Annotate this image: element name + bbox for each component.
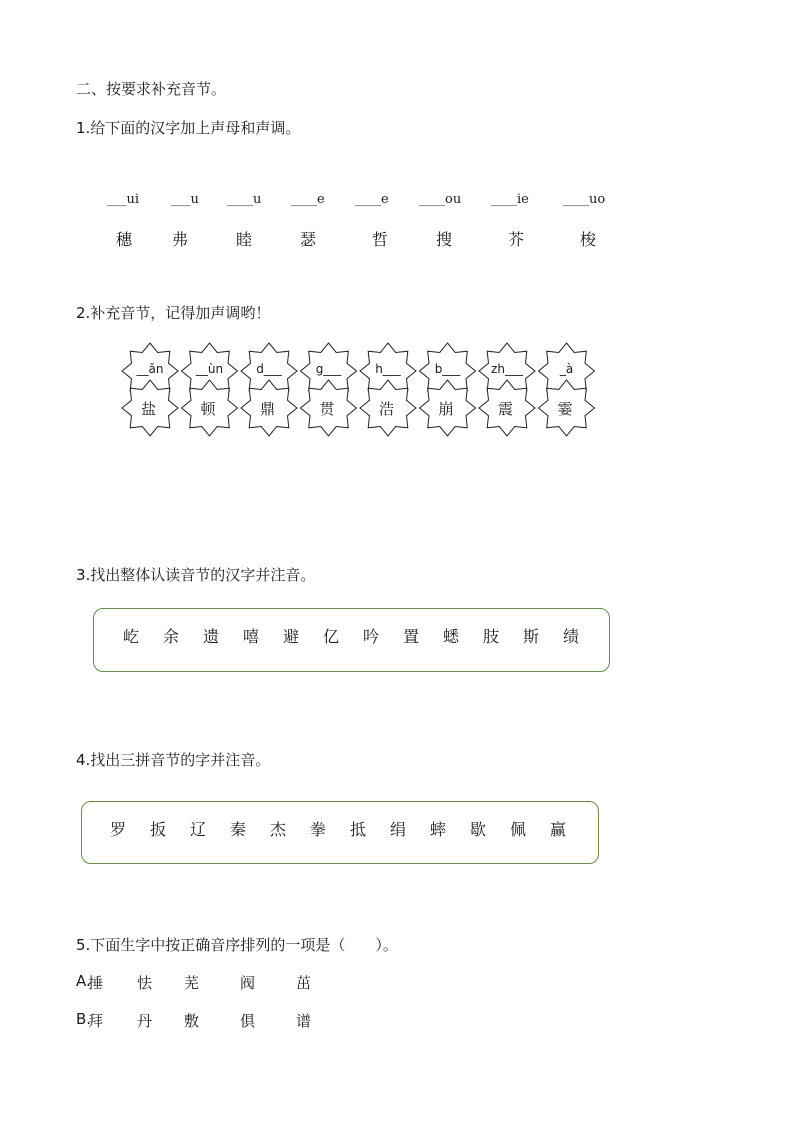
q4-char: 佩 bbox=[510, 820, 527, 839]
q4-char: 蟀 bbox=[430, 820, 447, 839]
q4-char: 赢 bbox=[550, 820, 567, 839]
q5-option-char: 拜 bbox=[88, 1012, 104, 1030]
q2-char: 鼎 bbox=[260, 400, 276, 418]
q1-char: 睦 bbox=[236, 230, 253, 249]
q3-title: 3.找出整体认读音节的汉字并注音。 bbox=[76, 566, 316, 584]
q2-syllable: g___ bbox=[315, 362, 342, 376]
q3-char: 蟋 bbox=[443, 627, 460, 646]
q4-char: 拳 bbox=[310, 820, 327, 839]
q2-syllable: d___ bbox=[256, 362, 282, 376]
q2-syllable: zh___ bbox=[491, 362, 523, 376]
q4-char: 歇 bbox=[470, 820, 487, 839]
q1-char: 搜 bbox=[436, 230, 453, 249]
q1-char: 梭 bbox=[580, 230, 597, 249]
q3-char: 余 bbox=[163, 627, 180, 646]
q4-char: 绢 bbox=[390, 820, 407, 839]
section-title: 二、按要求补充音节。 bbox=[76, 80, 227, 98]
q3-char: 绩 bbox=[563, 627, 580, 646]
q4-char: 秦 bbox=[230, 820, 247, 839]
q5-option-char: 怯 bbox=[137, 974, 153, 992]
q5-option-char: 敷 bbox=[184, 1012, 200, 1030]
q1-blank: ____ie bbox=[491, 192, 529, 207]
q3-char: 亿 bbox=[323, 627, 340, 646]
q2-char: 浩 bbox=[379, 400, 395, 418]
q4-char: 杰 bbox=[270, 820, 287, 839]
q4-char: 抵 bbox=[350, 820, 367, 839]
q3-char: 肢 bbox=[483, 627, 500, 646]
q1-blank: ____uo bbox=[563, 192, 606, 207]
q3-char: 屹 bbox=[123, 627, 140, 646]
q3-char: 斯 bbox=[523, 627, 540, 646]
q5-option-char: 捶 bbox=[88, 974, 104, 992]
q3-char: 避 bbox=[283, 627, 300, 646]
q2-stars bbox=[0, 0, 794, 460]
q5-option-char: 阀 bbox=[240, 974, 256, 992]
q5-title: 5.下面生字中按正确音序排列的一项是（ ）。 bbox=[76, 936, 398, 954]
q2-char: 顿 bbox=[200, 400, 216, 418]
q3-char-box bbox=[93, 608, 610, 672]
q2-syllable: h___ bbox=[375, 362, 401, 376]
q1-blank: ____u bbox=[227, 192, 262, 207]
q3-char: 置 bbox=[403, 627, 420, 646]
q5-option-char: 谱 bbox=[296, 1012, 312, 1030]
q5-option-label: A. bbox=[76, 972, 91, 990]
q1-char: 瑟 bbox=[300, 230, 317, 249]
q2-syllable: __ùn bbox=[195, 362, 224, 376]
q1-char: 哲 bbox=[372, 230, 389, 249]
q1-blank: ____ou bbox=[419, 192, 462, 207]
q2-title: 2.补充音节，记得加声调哟！ bbox=[76, 304, 271, 322]
q1-blank: ___u bbox=[171, 192, 199, 207]
q1-char: 穗 bbox=[116, 230, 133, 249]
q5-option-char: 茁 bbox=[296, 974, 312, 992]
q1-title: 1.给下面的汉字加上声母和声调。 bbox=[76, 119, 301, 137]
q3-char: 吟 bbox=[363, 627, 380, 646]
q3-char: 遗 bbox=[203, 627, 220, 646]
q2-char: 霎 bbox=[557, 400, 573, 418]
q2-char: 震 bbox=[498, 400, 514, 418]
q4-char: 扳 bbox=[150, 820, 167, 839]
q4-char: 辽 bbox=[190, 820, 207, 839]
q4-title: 4.找出三拼音节的字并注音。 bbox=[76, 751, 271, 769]
q4-char-box bbox=[81, 801, 599, 864]
q4-char: 罗 bbox=[110, 820, 127, 839]
q2-syllable: _à bbox=[559, 362, 574, 376]
q1-char: 弗 bbox=[172, 230, 189, 249]
q1-blank: ___ui bbox=[107, 192, 140, 207]
q5-option-char: 芜 bbox=[184, 974, 200, 992]
q1-blank: ____e bbox=[291, 192, 325, 207]
q2-syllable: b___ bbox=[434, 362, 461, 376]
q2-char: 崩 bbox=[438, 400, 454, 418]
q2-char: 贯 bbox=[319, 400, 335, 418]
q5-option-char: 俱 bbox=[240, 1012, 256, 1030]
q1-blank: ____e bbox=[355, 192, 389, 207]
q3-char: 嘻 bbox=[243, 627, 260, 646]
q2-char: 盐 bbox=[141, 400, 157, 418]
q5-option-char: 丹 bbox=[137, 1012, 153, 1030]
star-shapes bbox=[0, 0, 794, 460]
q2-syllable: __ǎn bbox=[136, 362, 164, 376]
q5-option-label: B. bbox=[76, 1010, 92, 1028]
q1-char: 芥 bbox=[508, 230, 525, 249]
